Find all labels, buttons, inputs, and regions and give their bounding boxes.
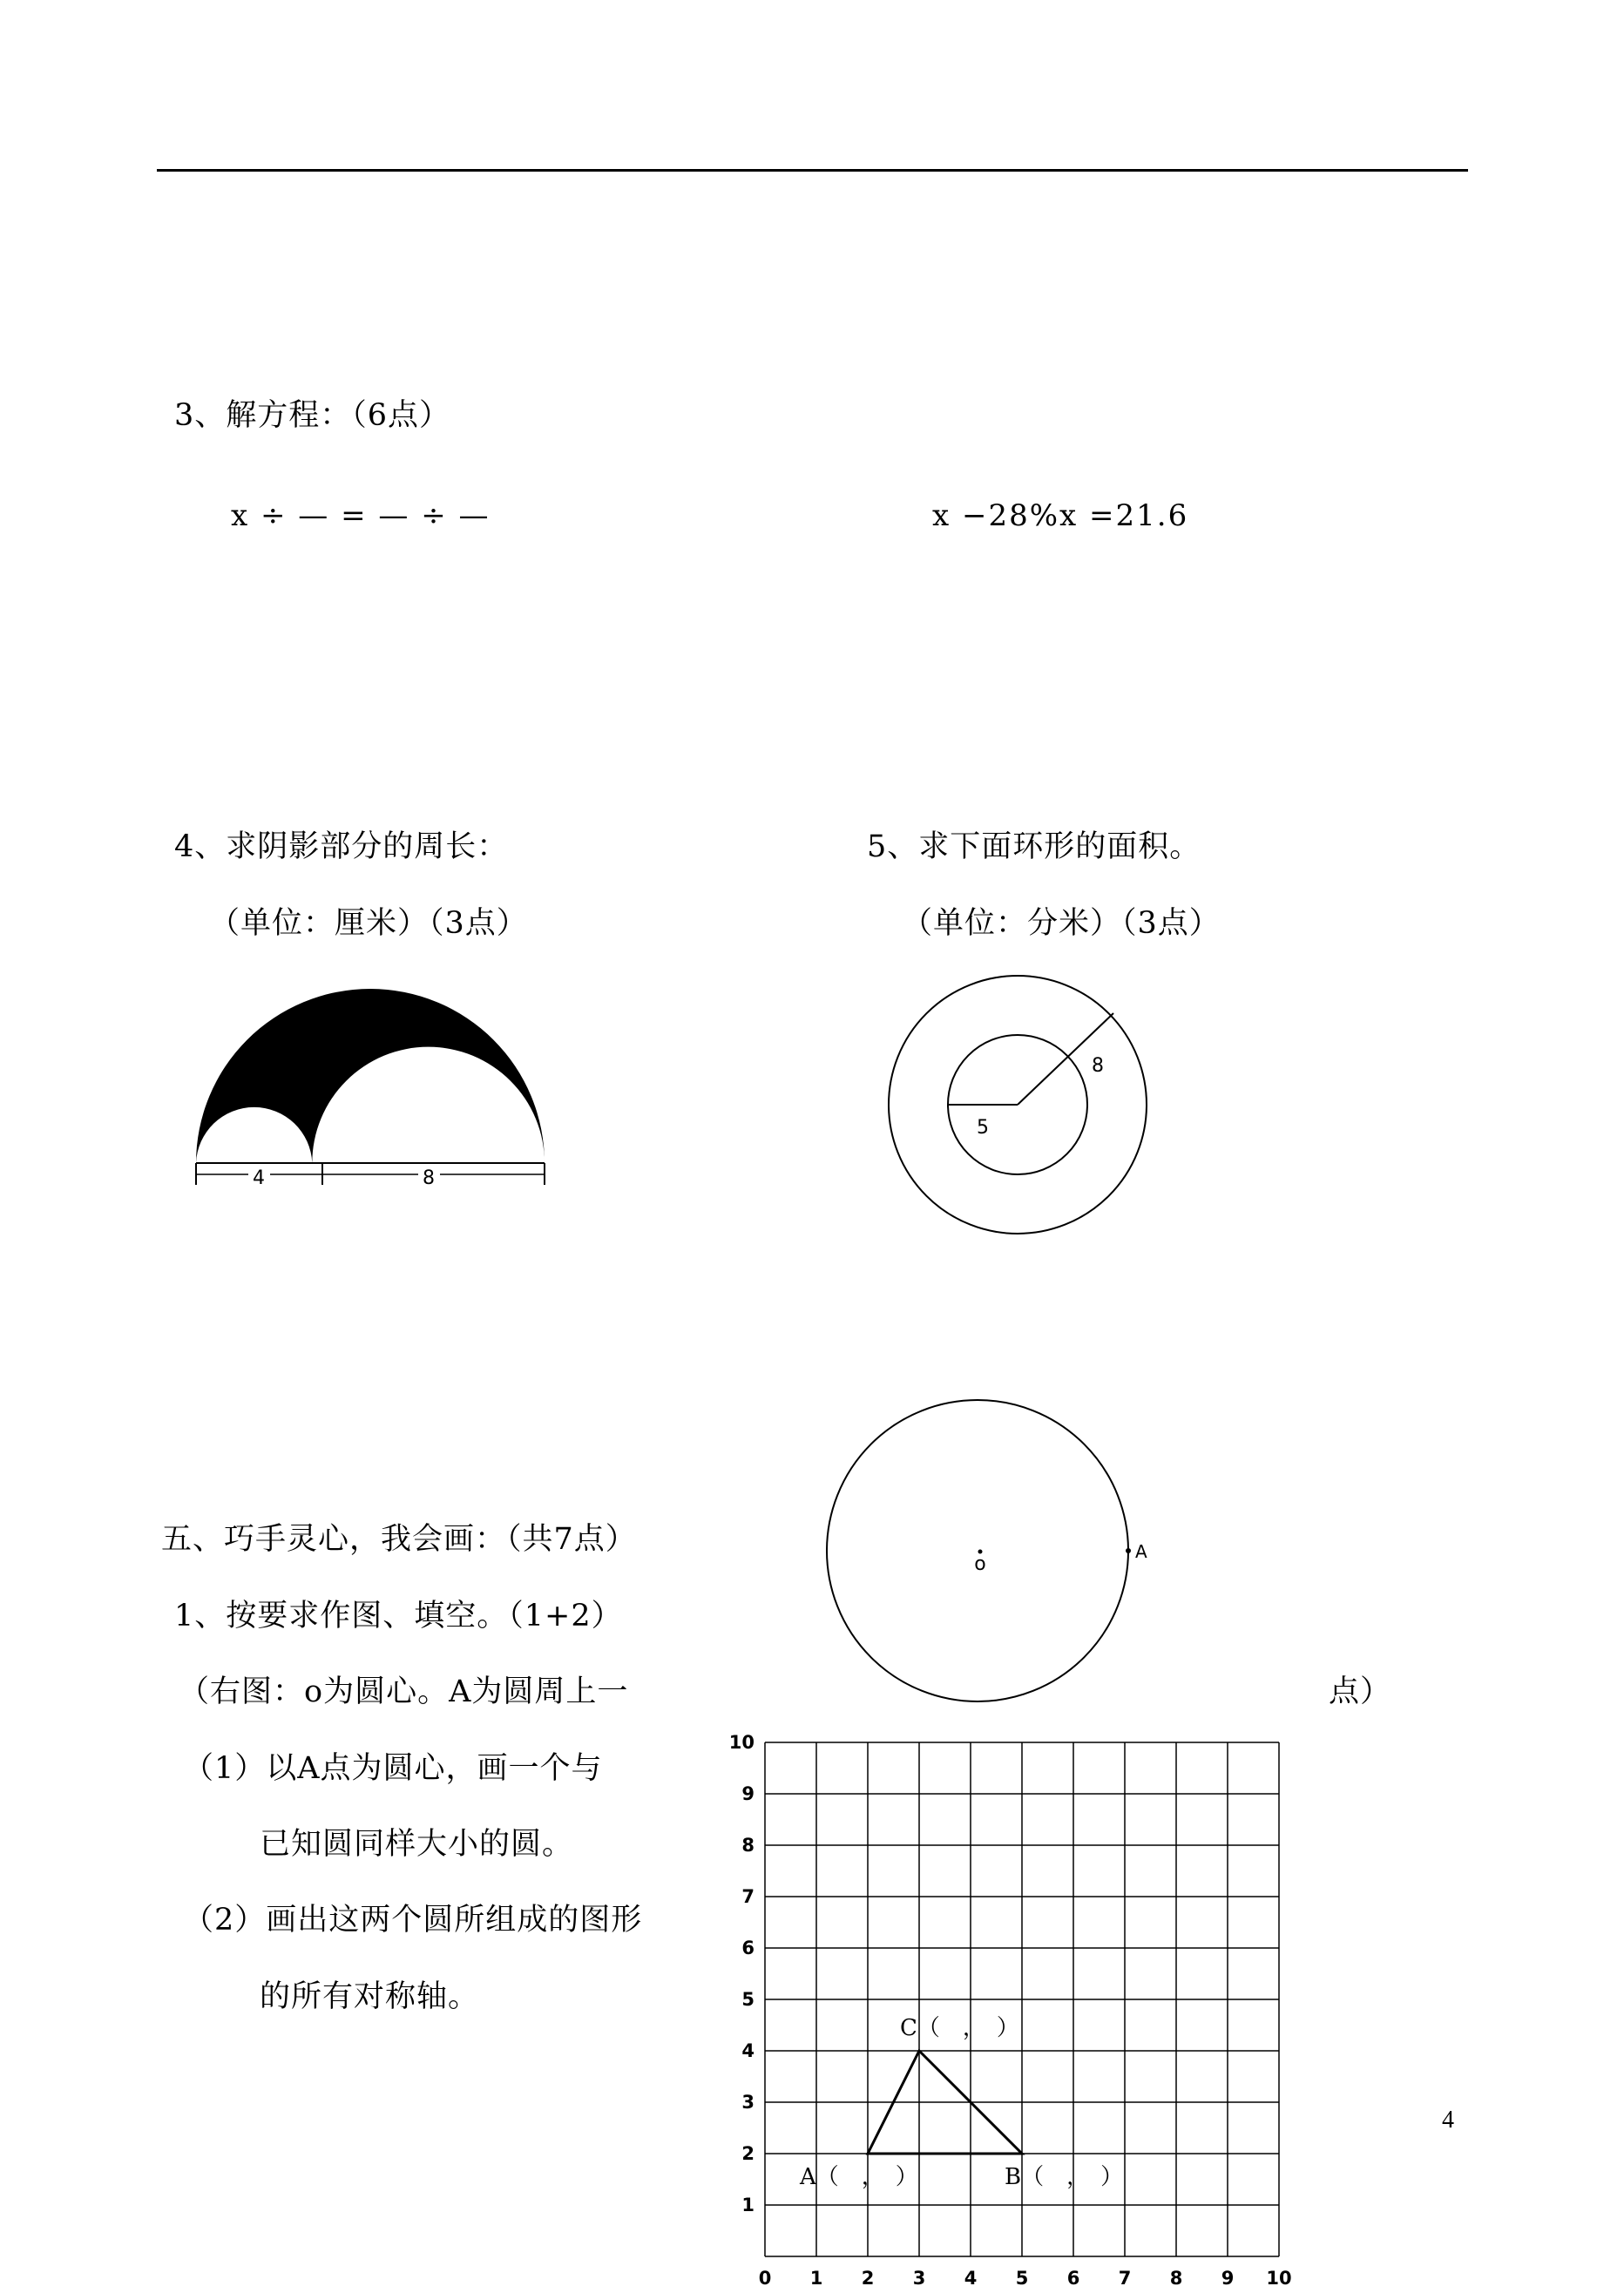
x-tick-label: 1 <box>809 2268 823 2289</box>
y-tick-label: 8 <box>741 1835 754 1856</box>
x-tick-label: 3 <box>912 2268 926 2289</box>
section5-title: 五、巧手灵心，我会画：（共7点） <box>161 1522 637 1557</box>
x-tick-label: 8 <box>1169 2268 1183 2289</box>
y-tick-label: 2 <box>741 2143 754 2164</box>
section5-step2-line2: 的所有对称轴。 <box>260 1979 480 2014</box>
point-a-label: A <box>1135 1541 1147 1562</box>
q3-title: 3、解方程：（6点） <box>174 398 451 433</box>
x-tick-label: 7 <box>1118 2268 1132 2289</box>
y-tick-label: 10 <box>728 1732 754 1753</box>
circle-center-label: o <box>974 1553 986 1575</box>
x-tick-label: 6 <box>1066 2268 1080 2289</box>
q3-equation-1: x ÷ — = — ÷ — <box>231 498 491 533</box>
point-c-coordinate-label: C（ ， ） <box>900 2015 1019 2041</box>
section5-step1-line1: （1）以A点为圆心，画一个与 <box>183 1751 603 1786</box>
outer-radius-label: 8 <box>1092 1055 1104 1077</box>
x-tick-label: 4 <box>964 2268 978 2289</box>
q3-equation-2: x −28%x =21.6 <box>932 498 1189 533</box>
y-tick-label: 5 <box>741 1989 754 2010</box>
y-tick-label: 7 <box>741 1886 754 1907</box>
q4-title: 4、求阴影部分的周长： <box>174 829 509 864</box>
large-diameter-label: 8 <box>423 1167 435 1189</box>
x-tick-label: 10 <box>1266 2268 1292 2289</box>
y-tick-label: 3 <box>741 2092 754 2113</box>
section5-step2-line1: （2）画出这两个圆所组成的图形 <box>183 1903 643 1938</box>
section5-q1: 1、按要求作图、填空。（1+2） <box>174 1599 623 1634</box>
y-tick-label: 4 <box>741 2040 754 2061</box>
x-tick-label: 9 <box>1221 2268 1235 2289</box>
inner-radius-label: 5 <box>977 1117 989 1139</box>
x-tick-label: 5 <box>1015 2268 1029 2289</box>
section5-step1-line2: 已知圆同样大小的圆。 <box>260 1827 574 1862</box>
q5-title: 5、求下面环形的面积。 <box>867 829 1201 864</box>
x-tick-label: 2 <box>861 2268 875 2289</box>
q5-unit: （单位：分米）（3点） <box>902 906 1221 941</box>
x-tick-label: 0 <box>758 2268 772 2289</box>
y-tick-label: 6 <box>741 1938 754 1958</box>
section5-hint-left: （右图：o为圆心。A为圆周上一 <box>179 1674 629 1709</box>
section5-hint-right: 点） <box>1329 1674 1392 1709</box>
page-number: 4 <box>1442 2107 1454 2134</box>
y-tick-label: 1 <box>741 2195 754 2215</box>
point-a-coordinate-label: A（ ， ） <box>800 2164 918 2190</box>
small-diameter-label: 4 <box>253 1167 265 1189</box>
y-tick-label: 9 <box>741 1783 754 1804</box>
q4-unit: （单位：厘米）（3点） <box>209 906 528 941</box>
point-b-coordinate-label: B（ ， ） <box>1005 2164 1124 2190</box>
